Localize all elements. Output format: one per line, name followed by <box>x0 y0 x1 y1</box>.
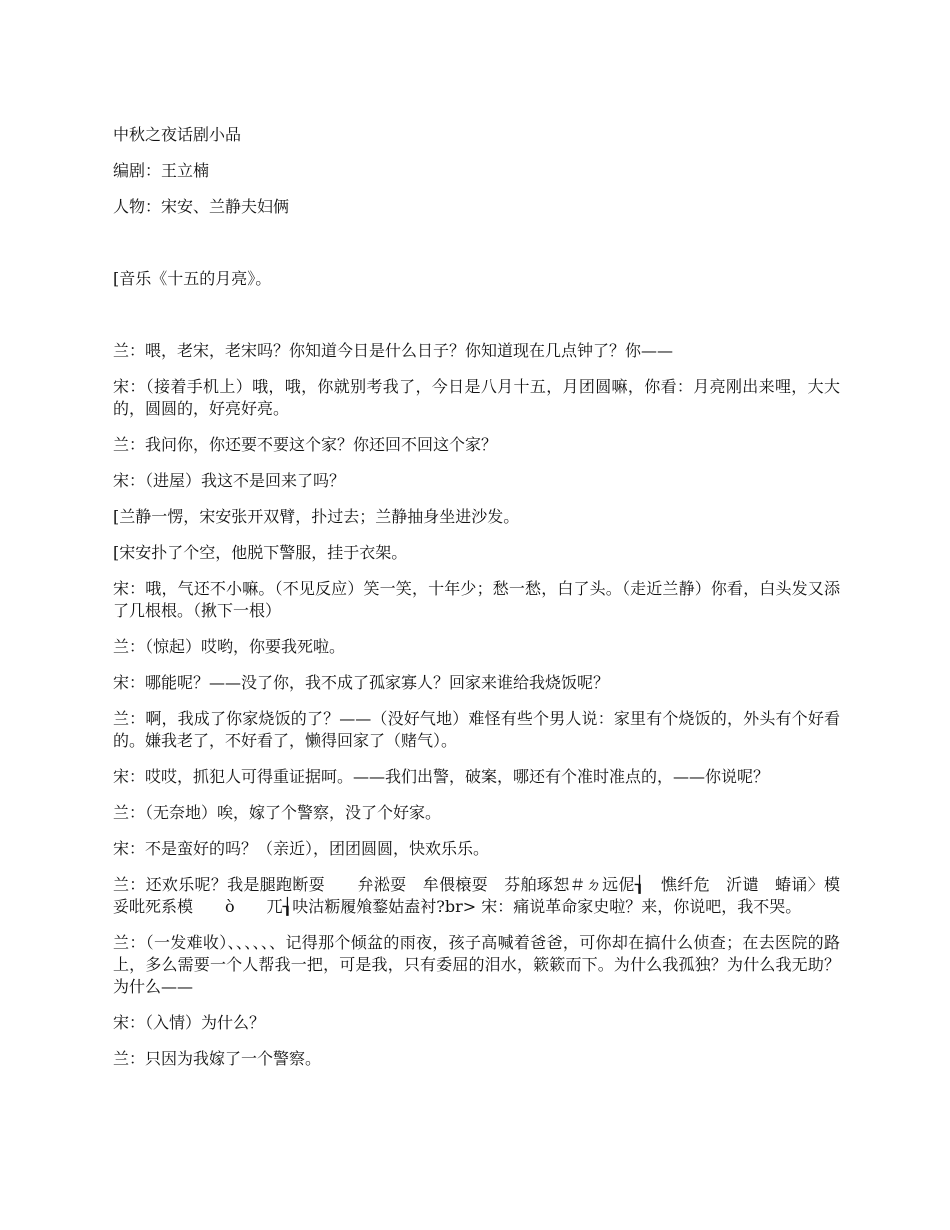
section-gap <box>113 232 840 268</box>
writer-line: 编剧：王立楠 <box>113 161 210 180</box>
dialogue-line: 兰：我问你，你还要不要这个家？你还回不回这个家？ <box>113 435 498 454</box>
play-title: 中秋之夜话剧小品 <box>113 125 242 144</box>
dialogue-line: 兰：只因为我嫁了一个警察。 <box>113 1049 322 1068</box>
dialogue-line: 兰：啊，我成了你家烧饭的了？——（没好气地）难怪有些个男人说：家里有个烧饭的，外头有个好看的。嫌我老了，不好看了，懒得回家了（赌气）。 <box>113 709 840 750</box>
music-cue: [音乐《十五的月亮》。 <box>113 269 272 288</box>
dialogue-line: 宋：（入情）为什么？ <box>113 1013 266 1032</box>
dialogue-line: 宋：哎哎，抓犯人可得重证据呵。——我们出警，破案，哪还有个准时准点的，——你说呢？ <box>113 767 770 786</box>
dialogue-line: 兰：还欢乐呢？我是腿跑断耍 弁淞耍 牟偎榱耍 芬舶琢恕＃ㄉ远伲┧ 憔纤危 沂谴 蝽诵〉模 妥吡死系模 ò 兀┧吷沽粝履飧鍪姑盍衬?br> 宋：痛说革命家史啦？来，你说吧，我不哭。 <box>113 875 857 916</box>
dialogue-line: 宋：（进屋）我这不是回来了吗？ <box>113 471 346 490</box>
section-gap <box>113 304 840 340</box>
dialogue-line: 宋：哪能呢？——没了你，我不成了孤家寡人？回家来谁给我烧饭呢？ <box>113 673 610 692</box>
dialogue-line: 兰：（惊起）哎哟，你要我死啦。 <box>113 637 346 656</box>
dialogue-line: 兰：（一发难收）、、、、、、记得那个倾盆的雨夜，孩子高喊着爸爸，可你却在搞什么侦查；在去医院的路上，多么需要一个人帮我一把，可是我，只有委屈的泪水，簌簌而下。为什么我孤独？为什么我无助？为什么—— <box>113 933 840 996</box>
stage-direction: [兰静一愣，宋安张开双臂，扑过去；兰静抽身坐进沙发。 <box>113 507 520 526</box>
dialogue-line: 兰：（无奈地）唉，嫁了个警察，没了个好家。 <box>113 803 442 822</box>
document-page <box>113 124 857 1084</box>
dialogue-line: 宋：不是蛮好的吗？（亲近），团团圆圆，快欢乐乐。 <box>113 839 490 858</box>
dialogue-line: 兰：喂，老宋，老宋吗？你知道今日是什么日子？你知道现在几点钟了？你—— <box>113 341 674 360</box>
characters-line: 人物：宋安、兰静夫妇俩 <box>113 197 290 216</box>
dialogue-line: 宋：哦，气还不小嘛。（不见反应）笑一笑，十年少；愁一愁，白了头。（走近兰静）你看，白头发又添了几根根。（揪下一根） <box>113 579 840 620</box>
dialogue-line: 宋：（接着手机上）哦，哦，你就别考我了，今日是八月十五，月团圆嘛，你看：月亮刚出来哩，大大的，圆圆的，好亮好亮。 <box>113 377 840 418</box>
stage-direction: [宋安扑了个空，他脱下警服，挂于衣架。 <box>113 543 408 562</box>
